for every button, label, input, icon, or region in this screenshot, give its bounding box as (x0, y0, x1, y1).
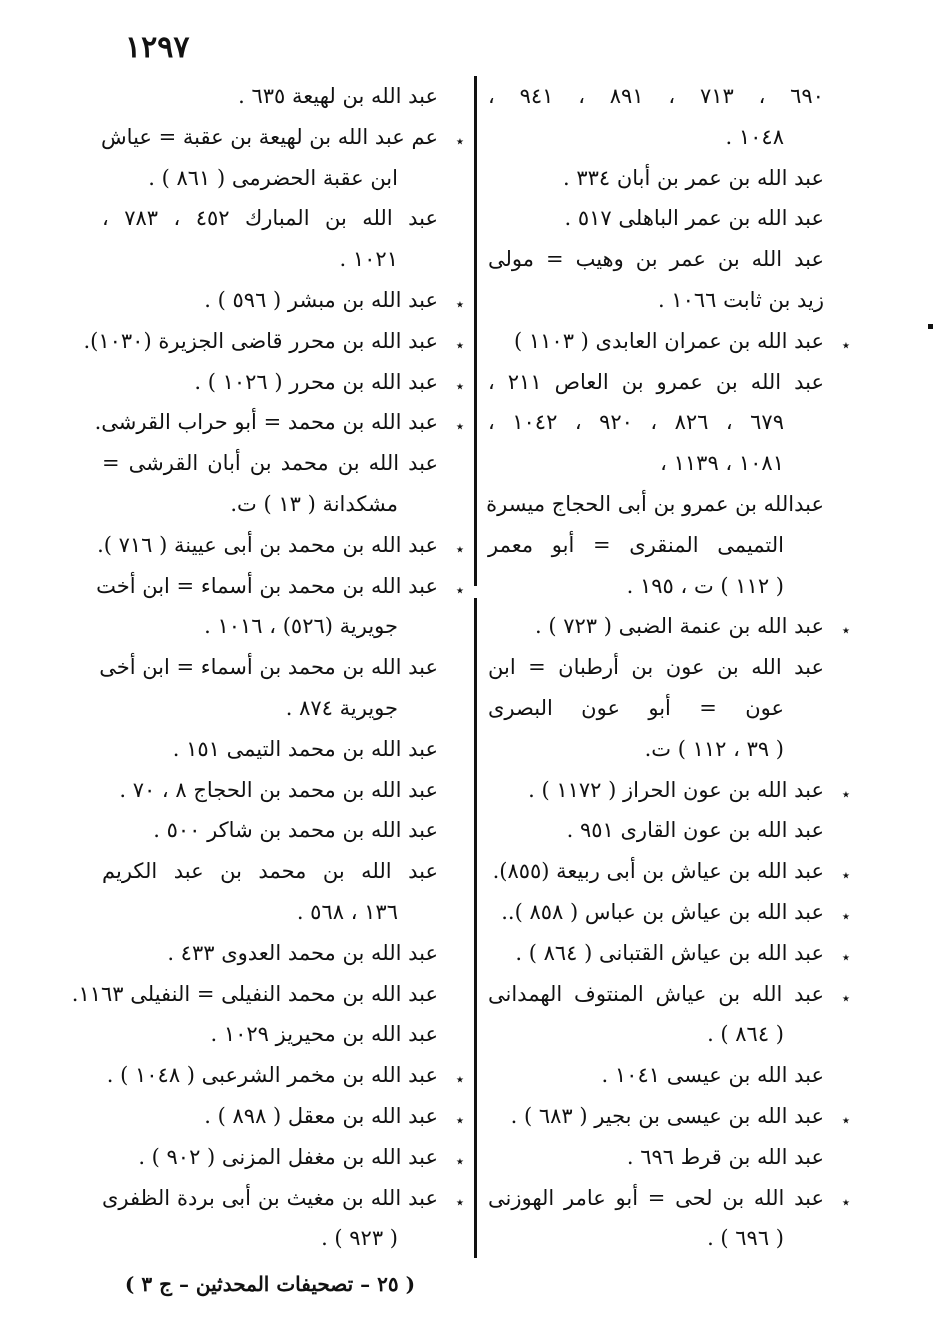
entry-line: عبد الله بن عيسى ١٠٤١ . (601, 1063, 824, 1088)
entry-line: ابن عقبة الحضرمى ( ٨٦١ ) . (148, 165, 398, 190)
index-entry (71, 974, 438, 1015)
entry-marker: ٭ (455, 1151, 464, 1170)
margin-mark (928, 324, 933, 329)
index-entry (102, 851, 438, 933)
entry-marker: ٭ (841, 866, 850, 885)
entry-marker: ٭ (455, 417, 464, 436)
entry-line: عبد الله بن عمر الباهلى ٥١٧ . (564, 206, 824, 231)
entry-line: عبد الله بن محمد التيمى ١٥١ . (172, 736, 438, 761)
entry-line: عبد الله بن عمرو بن العاص ٢١١ ، (488, 369, 825, 394)
entry-line: ١٠٤٨ . (725, 124, 784, 149)
index-entry (94, 402, 464, 443)
index-entry (488, 974, 850, 1056)
entry-line: عبد الله بن محمد العدوى ٤٣٣ . (167, 940, 438, 965)
index-entry (488, 1055, 824, 1096)
entry-line: عبد الله بن عياش بن أبى ربيعة (٨٥٥). (492, 859, 824, 884)
index-entry (102, 76, 438, 117)
index-entry (101, 117, 464, 199)
entry-marker: ٭ (455, 580, 464, 599)
index-entry (488, 321, 850, 362)
entry-line: عبد الله بن محمد بن شاكر ٥٠٠ . (153, 818, 438, 843)
entry-line: عبد الله بن محمد بن أبى عيينة ( ٧١٦ ). (97, 532, 438, 557)
entry-marker: ٭ (455, 1110, 464, 1129)
entry-line: ١٠٢١ . (339, 247, 398, 272)
index-entry (488, 158, 824, 199)
entry-line: عبدالله بن عمرو بن أبى الحجاج ميسرة (486, 491, 824, 516)
entry-line: عبد الله بن عمر بن وهيب = مولى (488, 247, 824, 272)
entry-line: التميمى المنقرى = أبو معمر (488, 532, 784, 557)
index-entry (102, 362, 464, 403)
entry-line: عون = أبو عون البصرى (488, 695, 784, 720)
entry-line: عبد الله بن محمد النفيلى = النفيلى ١١٦٣. (71, 981, 438, 1006)
entry-line: ( ١١٢ ) ت ، ١٩٥ . (626, 573, 784, 598)
column-divider-bottom (474, 598, 477, 1258)
entry-line: عبد الله بن عون بن أرطبان = ابن (488, 655, 824, 680)
index-entry (102, 1178, 464, 1260)
entry-marker: ٭ (841, 621, 850, 640)
index-entry (102, 1055, 464, 1096)
entry-marker: ٭ (455, 539, 464, 558)
index-entry (488, 1137, 824, 1178)
entry-line: ١٠٨١ ، ١١٣٩ ، (660, 451, 784, 476)
entry-line: عبد الله بن محمد بن الحجاج ٨ ، ٧٠ . (119, 777, 438, 802)
entry-line: ٦٩٠ ، ٧١٣ ، ٨٩١ ، ٩٤١ ، (488, 84, 824, 108)
entry-line: عبد الله بن محمد بن أبان القرشى = (102, 451, 438, 476)
entry-line: عبد الله بن عيسى بن بجير ( ٦٨٣ ) . (510, 1103, 824, 1128)
entry-marker: ٭ (455, 131, 464, 150)
index-entry (96, 566, 464, 648)
index-entry (488, 851, 850, 892)
index-entry (488, 239, 824, 321)
entry-marker: ٭ (841, 988, 850, 1007)
entry-line: عبد الله بن مغيث بن أبى بردة الظفرى (102, 1185, 438, 1210)
entry-line: عبد الله بن محرر ( ١٠٢٦ ) . (194, 369, 438, 394)
entry-marker: ٭ (841, 1192, 850, 1211)
index-entry (488, 606, 850, 647)
column-divider-top (474, 76, 477, 586)
entry-line: ٦٧٩ ، ٨٢٦ ، ٩٢٠ ، ١٠٤٢ ، (488, 410, 784, 435)
entry-marker: ٭ (455, 335, 464, 354)
index-entry (102, 198, 438, 280)
entry-line: ( ٦٩٦ ) . (707, 1226, 784, 1251)
index-entry (102, 933, 438, 974)
entry-line: عبد الله بن محيريز ١٠٢٩ . (210, 1022, 438, 1047)
index-entry (488, 647, 824, 769)
entry-line: عبد الله بن قرط ٦٩٦ . (626, 1144, 824, 1169)
index-entry (488, 770, 850, 811)
entry-marker: ٭ (841, 335, 850, 354)
entry-line: عبد الله بن محمد بن أسماء = ابن أخت (96, 573, 438, 598)
entry-marker: ٭ (455, 1070, 464, 1089)
entry-line: عبد الله بن مغفل المزنى ( ٩٠٢ ) . (138, 1144, 438, 1169)
entry-marker: ٭ (841, 784, 850, 803)
index-entry (488, 892, 850, 933)
entry-line: عبد الله بن المبارك ٤٥٢ ، ٧٨٣ ، (102, 206, 438, 231)
entry-line: عبد الله بن عياش القتبانى ( ٨٦٤ ) . (515, 940, 824, 965)
index-entry (102, 729, 438, 770)
entry-line: ( ٣٩ ، ١١٢ ) ت. (644, 736, 784, 761)
entry-line: ( ٨٦٤ ) . (707, 1022, 784, 1047)
entry-line: ١٣٦ ، ٥٦٨ . (296, 899, 398, 924)
index-entry (488, 810, 824, 851)
entry-line: عبد الله بن عون الحراز ( ١١٧٢ ) . (528, 777, 824, 802)
entry-marker: ٭ (455, 376, 464, 395)
entry-line: عم عبد الله بن لهيعة بن عقبة = عياش (101, 124, 438, 149)
index-entry (102, 443, 438, 525)
index-entry (102, 1096, 464, 1137)
index-entry (97, 525, 464, 566)
index-entry (102, 1137, 464, 1178)
index-entry (488, 198, 824, 239)
entry-line: عبد الله بن محمد بن عبد الكريم (102, 859, 438, 884)
entry-marker: ٭ (841, 947, 850, 966)
entry-marker: ٭ (455, 294, 464, 313)
index-entry (99, 647, 438, 729)
index-entry (102, 810, 438, 851)
entry-line: عبد الله بن عنمة الضبى ( ٧٢٣ ) . (534, 614, 824, 639)
entry-line: زيد بن ثابت ١٠٦٦ . (657, 287, 824, 312)
entry-line: عبد الله بن عمر بن أبان ٣٣٤ . (562, 165, 824, 190)
entry-line: عبد الله بن عياش بن عباس ( ٨٥٨ ).. (501, 899, 824, 924)
left-column (71, 76, 464, 1259)
entry-line: ( ٩٢٣ ) . (321, 1226, 398, 1251)
index-entry (102, 770, 438, 811)
entry-line: عبد الله بن محمد بن أسماء = ابن أخى (99, 655, 438, 680)
entry-line: عبد الله بن لحى = أبو عامر الهوزنى (488, 1185, 824, 1210)
entry-line: جويرية ٨٧٤ . (285, 695, 398, 720)
index-entry (102, 280, 464, 321)
entry-line: جويرية (٥٢٦) ، ١٠١٦ . (204, 614, 398, 639)
entry-line: عبد الله بن محرر قاضى الجزيرة (١٠٣٠). (83, 328, 438, 353)
entry-marker: ٭ (841, 1110, 850, 1129)
index-entry (488, 76, 824, 158)
entry-line: عبد الله بن محمد = أبو حراب القرشى. (94, 410, 438, 435)
index-entry (488, 484, 824, 606)
entry-line: مشكدانة ( ١٣ ) ت. (230, 491, 398, 516)
page-number: ١٢٩٧ (125, 30, 190, 65)
entry-line: عبد الله بن عياش المنتوف الهمدانى (488, 981, 824, 1006)
entry-marker: ٭ (455, 1192, 464, 1211)
entry-line: عبد الله بن مبشر ( ٥٩٦ ) . (204, 287, 438, 312)
index-entry (102, 1014, 438, 1055)
entry-marker: ٭ (841, 906, 850, 925)
right-column (486, 76, 850, 1259)
index-entry (488, 1096, 850, 1137)
entry-line: عبد الله بن مخمر الشرعبى ( ١٠٤٨ ) . (106, 1063, 438, 1088)
entry-line: عبد الله بن عون القارى ٩٥١ . (566, 818, 824, 843)
index-entry (488, 1178, 850, 1260)
index-entry (488, 933, 850, 974)
index-entry (488, 362, 824, 484)
entry-line: عبد الله بن عمران العابدى ( ١١٠٣ ) (514, 328, 824, 353)
entry-line: عبد الله بن معقل ( ٨٩٨ ) . (204, 1103, 438, 1128)
page-footer: ( ٢٥ – تصحيفات المحدثين – ج ٣ ) (124, 1272, 416, 1296)
index-entry (83, 321, 464, 362)
entry-line: عبد الله بن لهيعة ٦٣٥ . (238, 84, 438, 108)
